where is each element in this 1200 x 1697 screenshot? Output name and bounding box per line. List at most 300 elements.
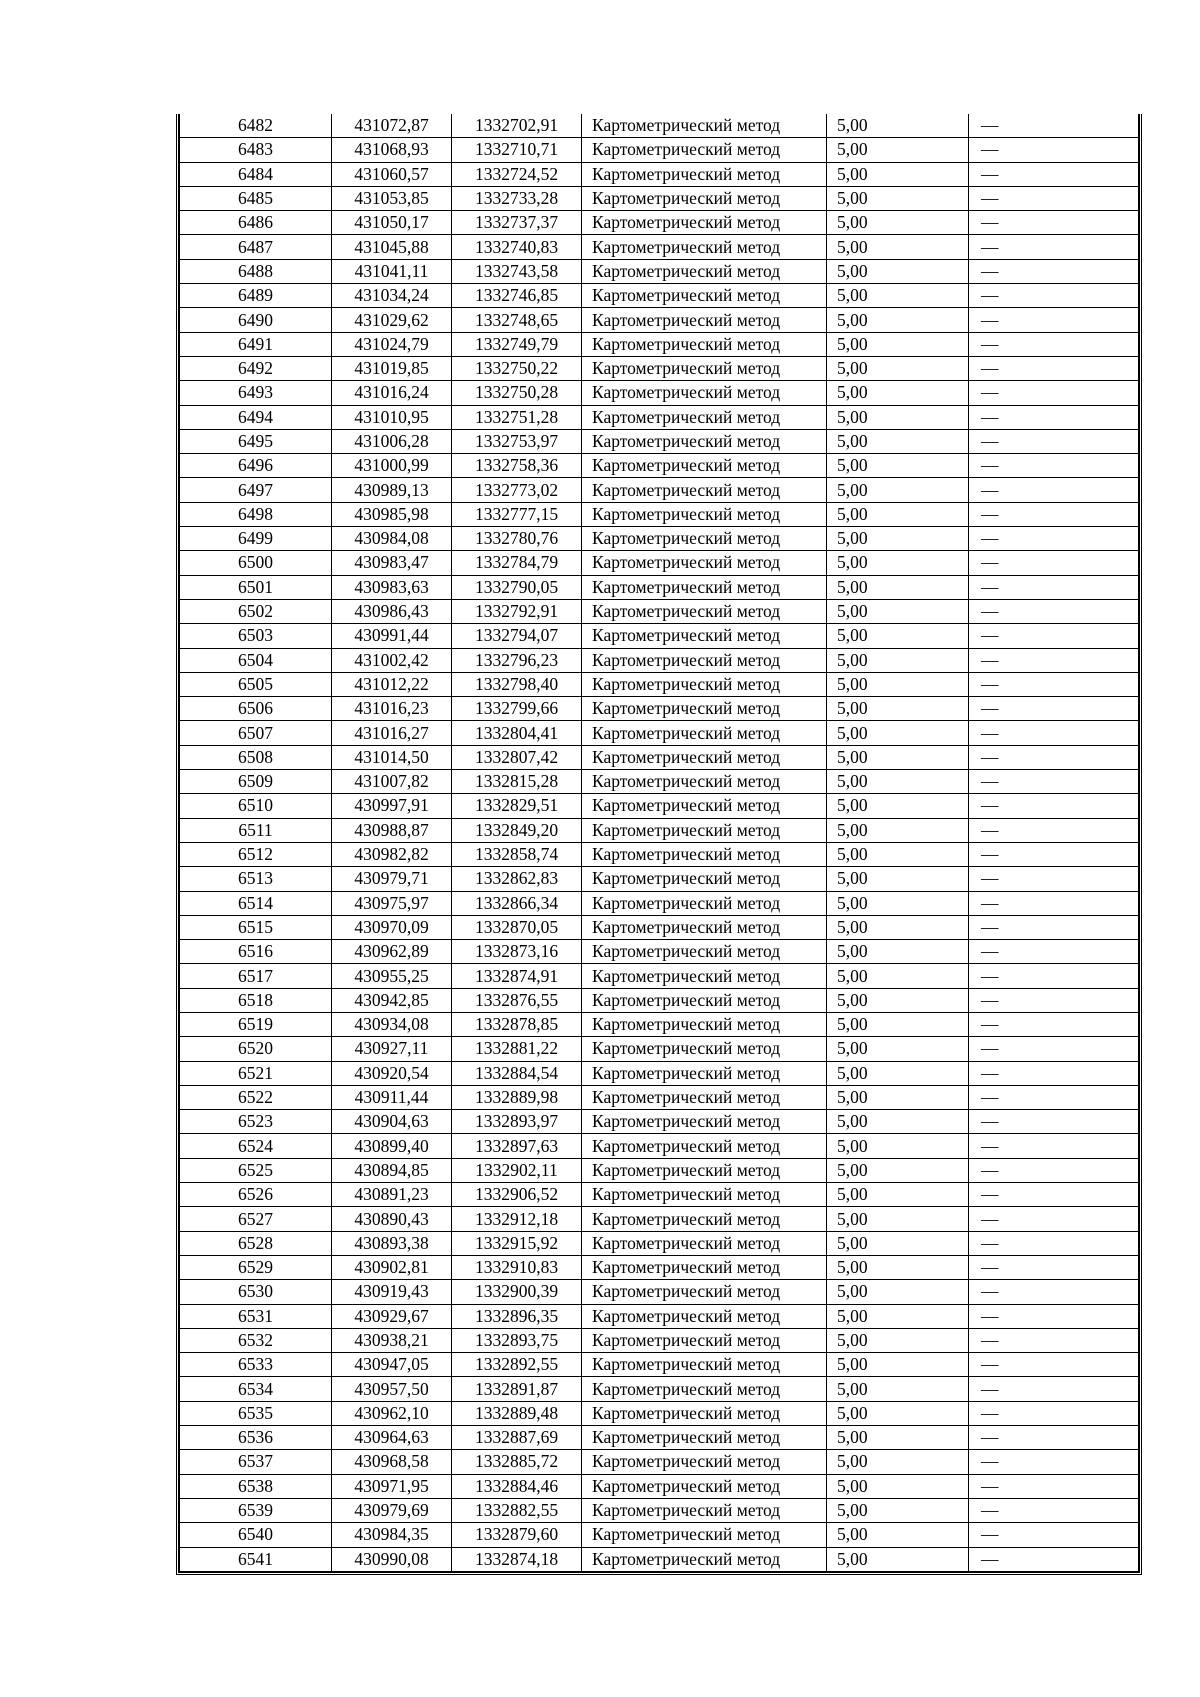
point-number-cell: 6499 [180,527,332,551]
y-coordinate-cell: 1332891,87 [452,1377,582,1401]
y-coordinate-cell: 1332876,55 [452,988,582,1012]
y-coordinate-cell: 1332796,23 [452,648,582,672]
point-number-cell: 6498 [180,502,332,526]
point-number-cell: 6490 [180,308,332,332]
x-coordinate-cell: 431068,93 [332,138,452,162]
note-cell: — [969,1207,1139,1231]
y-coordinate-cell: 1332884,46 [452,1474,582,1498]
method-cell: Картометрический метод [582,1207,827,1231]
y-coordinate-cell: 1332750,28 [452,381,582,405]
y-coordinate-cell: 1332882,55 [452,1498,582,1522]
note-cell: — [969,259,1139,283]
point-number-cell: 6540 [180,1523,332,1547]
note-cell: — [969,1280,1139,1304]
table-row [180,1158,1139,1182]
point-number-cell: 6494 [180,405,332,429]
table-row [180,1183,1139,1207]
x-coordinate-cell: 430902,81 [332,1255,452,1279]
accuracy-cell: 5,00 [827,1012,969,1036]
table-row [180,818,1139,842]
table-row [180,527,1139,551]
accuracy-cell: 5,00 [827,1110,969,1134]
method-cell: Картометрический метод [582,940,827,964]
method-cell: Картометрический метод [582,697,827,721]
table-row [180,672,1139,696]
note-cell: — [969,1012,1139,1036]
accuracy-cell: 5,00 [827,527,969,551]
point-number-cell: 6484 [180,162,332,186]
y-coordinate-cell: 1332896,35 [452,1304,582,1328]
method-cell: Картометрический метод [582,114,827,138]
y-coordinate-cell: 1332862,83 [452,867,582,891]
method-cell: Картометрический метод [582,721,827,745]
point-number-cell: 6514 [180,891,332,915]
point-number-cell: 6526 [180,1183,332,1207]
method-cell: Картометрический метод [582,1547,827,1571]
note-cell: — [969,1523,1139,1547]
x-coordinate-cell: 431002,42 [332,648,452,672]
method-cell: Картометрический метод [582,259,827,283]
table-row [180,891,1139,915]
accuracy-cell: 5,00 [827,1523,969,1547]
table-row [180,1498,1139,1522]
accuracy-cell: 5,00 [827,308,969,332]
method-cell: Картометрический метод [582,1158,827,1182]
note-cell: — [969,964,1139,988]
coordinates-table [179,114,1139,1572]
table-row [180,624,1139,648]
table-row [180,1037,1139,1061]
method-cell: Картометрический метод [582,381,827,405]
table-row [180,867,1139,891]
y-coordinate-cell: 1332884,54 [452,1061,582,1085]
point-number-cell: 6486 [180,211,332,235]
note-cell: — [969,162,1139,186]
note-cell: — [969,1158,1139,1182]
method-cell: Картометрический метод [582,672,827,696]
method-cell: Картометрический метод [582,356,827,380]
point-number-cell: 6493 [180,381,332,405]
method-cell: Картометрический метод [582,551,827,575]
y-coordinate-cell: 1332892,55 [452,1353,582,1377]
note-cell: — [969,1085,1139,1109]
note-cell: — [969,988,1139,1012]
y-coordinate-cell: 1332829,51 [452,794,582,818]
y-coordinate-cell: 1332784,79 [452,551,582,575]
method-cell: Картометрический метод [582,138,827,162]
table-row [180,235,1139,259]
note-cell: — [969,1255,1139,1279]
note-cell: — [969,1498,1139,1522]
method-cell: Картометрический метод [582,1231,827,1255]
x-coordinate-cell: 431016,24 [332,381,452,405]
x-coordinate-cell: 430894,85 [332,1158,452,1182]
method-cell: Картометрический метод [582,745,827,769]
point-number-cell: 6488 [180,259,332,283]
point-number-cell: 6523 [180,1110,332,1134]
x-coordinate-cell: 431010,95 [332,405,452,429]
table-row [180,429,1139,453]
method-cell: Картометрический метод [582,1426,827,1450]
point-number-cell: 6502 [180,599,332,623]
coordinates-table-sheet [176,114,1142,1575]
accuracy-cell: 5,00 [827,1207,969,1231]
note-cell: — [969,940,1139,964]
note-cell: — [969,672,1139,696]
x-coordinate-cell: 431045,88 [332,235,452,259]
method-cell: Картометрический метод [582,1134,827,1158]
table-row [180,1255,1139,1279]
y-coordinate-cell: 1332815,28 [452,770,582,794]
accuracy-cell: 5,00 [827,794,969,818]
y-coordinate-cell: 1332780,76 [452,527,582,551]
y-coordinate-cell: 1332889,48 [452,1401,582,1425]
y-coordinate-cell: 1332858,74 [452,842,582,866]
method-cell: Картометрический метод [582,1255,827,1279]
y-coordinate-cell: 1332893,75 [452,1328,582,1352]
method-cell: Картометрический метод [582,1280,827,1304]
x-coordinate-cell: 430938,21 [332,1328,452,1352]
accuracy-cell: 5,00 [827,1231,969,1255]
table-row [180,1474,1139,1498]
table-row [180,162,1139,186]
accuracy-cell: 5,00 [827,478,969,502]
accuracy-cell: 5,00 [827,915,969,939]
x-coordinate-cell: 430983,63 [332,575,452,599]
table-row [180,1280,1139,1304]
method-cell: Картометрический метод [582,964,827,988]
x-coordinate-cell: 430990,08 [332,1547,452,1571]
x-coordinate-cell: 430989,13 [332,478,452,502]
method-cell: Картометрический метод [582,1474,827,1498]
point-number-cell: 6485 [180,186,332,210]
table-row [180,381,1139,405]
note-cell: — [969,1304,1139,1328]
y-coordinate-cell: 1332874,18 [452,1547,582,1571]
accuracy-cell: 5,00 [827,964,969,988]
accuracy-cell: 5,00 [827,1037,969,1061]
method-cell: Картометрический метод [582,599,827,623]
x-coordinate-cell: 430997,91 [332,794,452,818]
table-row [180,964,1139,988]
accuracy-cell: 5,00 [827,1377,969,1401]
x-coordinate-cell: 430970,09 [332,915,452,939]
point-number-cell: 6511 [180,818,332,842]
table-row [180,940,1139,964]
x-coordinate-cell: 431016,23 [332,697,452,721]
point-number-cell: 6504 [180,648,332,672]
method-cell: Картометрический метод [582,1328,827,1352]
method-cell: Картометрический метод [582,575,827,599]
y-coordinate-cell: 1332799,66 [452,697,582,721]
method-cell: Картометрический метод [582,186,827,210]
x-coordinate-cell: 430984,08 [332,527,452,551]
note-cell: — [969,308,1139,332]
y-coordinate-cell: 1332710,71 [452,138,582,162]
y-coordinate-cell: 1332887,69 [452,1426,582,1450]
accuracy-cell: 5,00 [827,1061,969,1085]
table-row [180,1061,1139,1085]
note-cell: — [969,1450,1139,1474]
x-coordinate-cell: 430957,50 [332,1377,452,1401]
y-coordinate-cell: 1332792,91 [452,599,582,623]
point-number-cell: 6513 [180,867,332,891]
note-cell: — [969,502,1139,526]
method-cell: Картометрический метод [582,624,827,648]
x-coordinate-cell: 430962,89 [332,940,452,964]
accuracy-cell: 5,00 [827,405,969,429]
note-cell: — [969,211,1139,235]
note-cell: — [969,478,1139,502]
note-cell: — [969,1474,1139,1498]
accuracy-cell: 5,00 [827,599,969,623]
x-coordinate-cell: 430904,63 [332,1110,452,1134]
point-number-cell: 6541 [180,1547,332,1571]
x-coordinate-cell: 430986,43 [332,599,452,623]
table-row [180,1012,1139,1036]
method-cell: Картометрический метод [582,891,827,915]
note-cell: — [969,867,1139,891]
table-row [180,211,1139,235]
accuracy-cell: 5,00 [827,186,969,210]
note-cell: — [969,1328,1139,1352]
accuracy-cell: 5,00 [827,259,969,283]
point-number-cell: 6491 [180,332,332,356]
accuracy-cell: 5,00 [827,1401,969,1425]
x-coordinate-cell: 430971,95 [332,1474,452,1498]
y-coordinate-cell: 1332807,42 [452,745,582,769]
y-coordinate-cell: 1332733,28 [452,186,582,210]
table-row [180,114,1139,138]
y-coordinate-cell: 1332748,65 [452,308,582,332]
method-cell: Картометрический метод [582,162,827,186]
accuracy-cell: 5,00 [827,940,969,964]
x-coordinate-cell: 430984,35 [332,1523,452,1547]
x-coordinate-cell: 430979,71 [332,867,452,891]
method-cell: Картометрический метод [582,308,827,332]
y-coordinate-cell: 1332866,34 [452,891,582,915]
accuracy-cell: 5,00 [827,551,969,575]
point-number-cell: 6524 [180,1134,332,1158]
y-coordinate-cell: 1332912,18 [452,1207,582,1231]
y-coordinate-cell: 1332753,97 [452,429,582,453]
point-number-cell: 6500 [180,551,332,575]
table-row [180,259,1139,283]
method-cell: Картометрический метод [582,648,827,672]
accuracy-cell: 5,00 [827,162,969,186]
method-cell: Картометрический метод [582,818,827,842]
x-coordinate-cell: 431016,27 [332,721,452,745]
accuracy-cell: 5,00 [827,1328,969,1352]
method-cell: Картометрический метод [582,1401,827,1425]
accuracy-cell: 5,00 [827,1304,969,1328]
point-number-cell: 6518 [180,988,332,1012]
y-coordinate-cell: 1332897,63 [452,1134,582,1158]
table-row [180,308,1139,332]
y-coordinate-cell: 1332749,79 [452,332,582,356]
table-row [180,1426,1139,1450]
y-coordinate-cell: 1332906,52 [452,1183,582,1207]
note-cell: — [969,915,1139,939]
x-coordinate-cell: 431029,62 [332,308,452,332]
table-row [180,1304,1139,1328]
coordinates-table-body [180,114,1139,1571]
y-coordinate-cell: 1332893,97 [452,1110,582,1134]
accuracy-cell: 5,00 [827,867,969,891]
y-coordinate-cell: 1332794,07 [452,624,582,648]
y-coordinate-cell: 1332878,85 [452,1012,582,1036]
accuracy-cell: 5,00 [827,1183,969,1207]
accuracy-cell: 5,00 [827,575,969,599]
table-row [180,1377,1139,1401]
y-coordinate-cell: 1332910,83 [452,1255,582,1279]
x-coordinate-cell: 430955,25 [332,964,452,988]
note-cell: — [969,1183,1139,1207]
accuracy-cell: 5,00 [827,1450,969,1474]
accuracy-cell: 5,00 [827,332,969,356]
y-coordinate-cell: 1332743,58 [452,259,582,283]
table-row [180,988,1139,1012]
method-cell: Картометрический метод [582,405,827,429]
accuracy-cell: 5,00 [827,211,969,235]
method-cell: Картометрический метод [582,794,827,818]
table-row [180,1110,1139,1134]
method-cell: Картометрический метод [582,1061,827,1085]
note-cell: — [969,770,1139,794]
y-coordinate-cell: 1332758,36 [452,454,582,478]
x-coordinate-cell: 430929,67 [332,1304,452,1328]
note-cell: — [969,284,1139,308]
x-coordinate-cell: 431050,17 [332,211,452,235]
point-number-cell: 6534 [180,1377,332,1401]
x-coordinate-cell: 431024,79 [332,332,452,356]
x-coordinate-cell: 430964,63 [332,1426,452,1450]
y-coordinate-cell: 1332746,85 [452,284,582,308]
y-coordinate-cell: 1332885,72 [452,1450,582,1474]
point-number-cell: 6522 [180,1085,332,1109]
point-number-cell: 6521 [180,1061,332,1085]
x-coordinate-cell: 430890,43 [332,1207,452,1231]
table-row [180,454,1139,478]
y-coordinate-cell: 1332798,40 [452,672,582,696]
table-row [180,599,1139,623]
accuracy-cell: 5,00 [827,1353,969,1377]
accuracy-cell: 5,00 [827,891,969,915]
note-cell: — [969,1377,1139,1401]
accuracy-cell: 5,00 [827,454,969,478]
x-coordinate-cell: 430982,82 [332,842,452,866]
accuracy-cell: 5,00 [827,770,969,794]
point-number-cell: 6517 [180,964,332,988]
table-row [180,1134,1139,1158]
point-number-cell: 6505 [180,672,332,696]
note-cell: — [969,697,1139,721]
y-coordinate-cell: 1332849,20 [452,818,582,842]
table-row [180,770,1139,794]
x-coordinate-cell: 431012,22 [332,672,452,696]
table-row [180,794,1139,818]
y-coordinate-cell: 1332881,22 [452,1037,582,1061]
x-coordinate-cell: 431006,28 [332,429,452,453]
note-cell: — [969,356,1139,380]
accuracy-cell: 5,00 [827,1255,969,1279]
point-number-cell: 6510 [180,794,332,818]
y-coordinate-cell: 1332790,05 [452,575,582,599]
x-coordinate-cell: 430968,58 [332,1450,452,1474]
table-row [180,478,1139,502]
note-cell: — [969,1231,1139,1255]
method-cell: Картометрический метод [582,527,827,551]
accuracy-cell: 5,00 [827,1280,969,1304]
point-number-cell: 6531 [180,1304,332,1328]
method-cell: Картометрический метод [582,235,827,259]
note-cell: — [969,1353,1139,1377]
y-coordinate-cell: 1332777,15 [452,502,582,526]
table-row [180,575,1139,599]
method-cell: Картометрический метод [582,1304,827,1328]
x-coordinate-cell: 431019,85 [332,356,452,380]
table-row [180,1450,1139,1474]
point-number-cell: 6527 [180,1207,332,1231]
accuracy-cell: 5,00 [827,1498,969,1522]
table-row [180,915,1139,939]
x-coordinate-cell: 430942,85 [332,988,452,1012]
accuracy-cell: 5,00 [827,1474,969,1498]
table-row [180,356,1139,380]
point-number-cell: 6516 [180,940,332,964]
method-cell: Картометрический метод [582,502,827,526]
method-cell: Картометрический метод [582,284,827,308]
note-cell: — [969,527,1139,551]
x-coordinate-cell: 431007,82 [332,770,452,794]
note-cell: — [969,794,1139,818]
y-coordinate-cell: 1332889,98 [452,1085,582,1109]
accuracy-cell: 5,00 [827,138,969,162]
accuracy-cell: 5,00 [827,818,969,842]
accuracy-cell: 5,00 [827,624,969,648]
note-cell: — [969,1547,1139,1571]
y-coordinate-cell: 1332750,22 [452,356,582,380]
table-row [180,842,1139,866]
point-number-cell: 6509 [180,770,332,794]
point-number-cell: 6497 [180,478,332,502]
note-cell: — [969,599,1139,623]
point-number-cell: 6539 [180,1498,332,1522]
x-coordinate-cell: 430893,38 [332,1231,452,1255]
x-coordinate-cell: 430891,23 [332,1183,452,1207]
method-cell: Картометрический метод [582,867,827,891]
table-row [180,1547,1139,1571]
y-coordinate-cell: 1332740,83 [452,235,582,259]
method-cell: Картометрический метод [582,1523,827,1547]
accuracy-cell: 5,00 [827,721,969,745]
method-cell: Картометрический метод [582,1110,827,1134]
note-cell: — [969,1110,1139,1134]
x-coordinate-cell: 431053,85 [332,186,452,210]
note-cell: — [969,114,1139,138]
x-coordinate-cell: 431041,11 [332,259,452,283]
point-number-cell: 6529 [180,1255,332,1279]
point-number-cell: 6501 [180,575,332,599]
accuracy-cell: 5,00 [827,114,969,138]
method-cell: Картометрический метод [582,915,827,939]
x-coordinate-cell: 431034,24 [332,284,452,308]
note-cell: — [969,818,1139,842]
y-coordinate-cell: 1332751,28 [452,405,582,429]
note-cell: — [969,1037,1139,1061]
table-row [180,332,1139,356]
y-coordinate-cell: 1332804,41 [452,721,582,745]
